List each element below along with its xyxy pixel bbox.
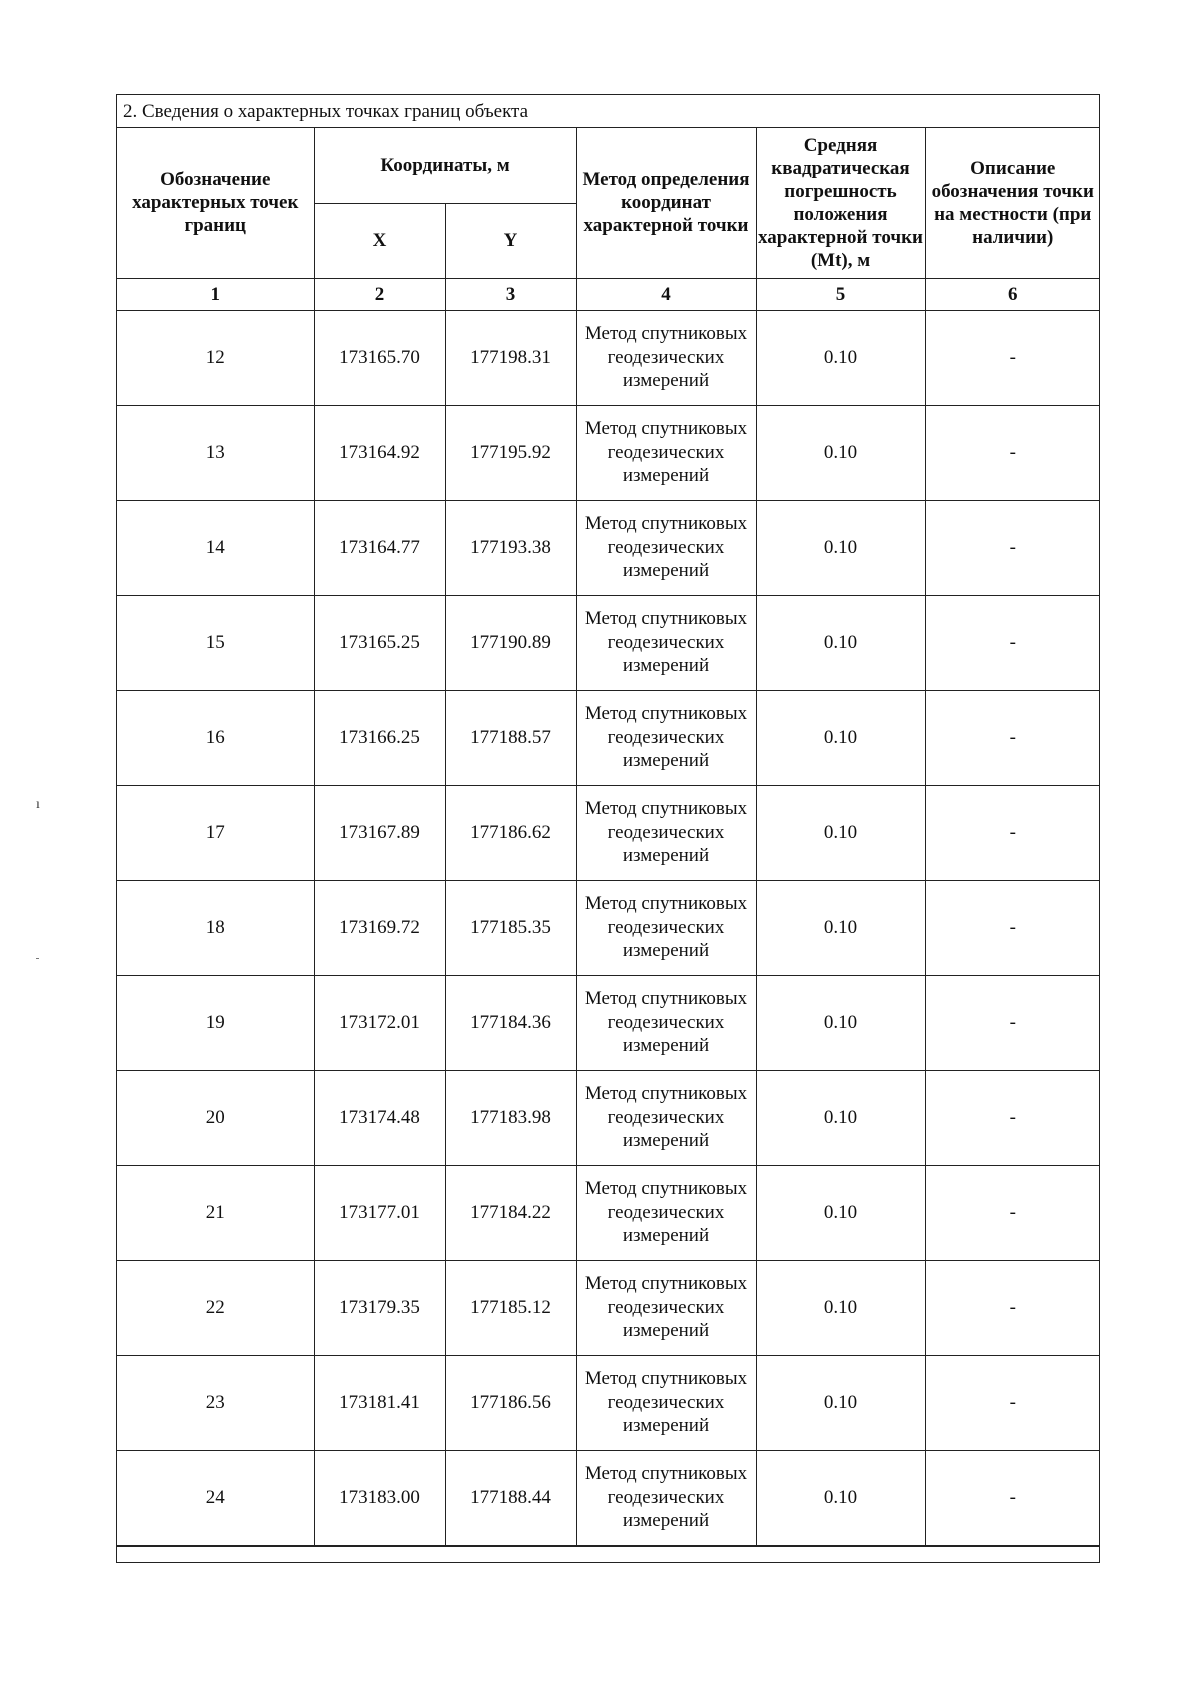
cell-mean-error: 0.10 [756,1355,925,1450]
cell-x: 173165.70 [314,310,445,405]
header-method: Метод определения координат характерной точки [576,128,756,278]
table-row [117,975,1100,1070]
cell-method: Метод спутниковых геодезических измерений [576,310,756,405]
cell-description: - [925,1070,1100,1165]
column-number: 4 [576,278,756,310]
table-row [117,405,1100,500]
cell-x: 173167.89 [314,785,445,880]
cell-mean-error: 0.10 [756,1450,925,1545]
table-body [117,310,1100,1545]
cell-point: 22 [117,1260,314,1355]
cell-mean-error: 0.10 [756,880,925,975]
boundary-points-sheet [116,94,1100,1563]
column-number: 5 [756,278,925,310]
cell-y: 177188.57 [445,690,576,785]
header-description: Описание обозначения точки на местности (при наличии) [925,128,1100,278]
cell-y: 177184.22 [445,1165,576,1260]
table-footer-strip [117,1546,1099,1562]
cell-point: 18 [117,880,314,975]
table-row [117,1355,1100,1450]
cell-method: Метод спутниковых геодезических измерений [576,785,756,880]
cell-mean-error: 0.10 [756,500,925,595]
header-point-designation: Обозначение характерных точек границ [117,128,314,278]
cell-x: 173174.48 [314,1070,445,1165]
cell-method: Метод спутниковых геодезических измерений [576,1070,756,1165]
cell-mean-error: 0.10 [756,595,925,690]
table-row [117,1260,1100,1355]
boundary-points-table [117,128,1100,1546]
cell-y: 177186.56 [445,1355,576,1450]
table-row [117,1450,1100,1545]
cell-point: 24 [117,1450,314,1545]
cell-description: - [925,310,1100,405]
cell-x: 173177.01 [314,1165,445,1260]
cell-mean-error: 0.10 [756,405,925,500]
scan-artifact-mark: ı [36,797,40,812]
cell-y: 177195.92 [445,405,576,500]
column-number: 2 [314,278,445,310]
cell-x: 173165.25 [314,595,445,690]
cell-y: 177184.36 [445,975,576,1070]
cell-mean-error: 0.10 [756,785,925,880]
cell-y: 177185.35 [445,880,576,975]
cell-point: 20 [117,1070,314,1165]
table-row [117,785,1100,880]
table-row [117,880,1100,975]
cell-x: 173172.01 [314,975,445,1070]
header-y: Y [445,203,576,278]
cell-x: 173183.00 [314,1450,445,1545]
cell-method: Метод спутниковых геодезических измерений [576,1260,756,1355]
cell-method: Метод спутниковых геодезических измерений [576,595,756,690]
cell-method: Метод спутниковых геодезических измерений [576,405,756,500]
column-number: 6 [925,278,1100,310]
cell-y: 177190.89 [445,595,576,690]
cell-point: 19 [117,975,314,1070]
cell-y: 177193.38 [445,500,576,595]
cell-description: - [925,785,1100,880]
cell-method: Метод спутниковых геодезических измерений [576,1450,756,1545]
cell-x: 173166.25 [314,690,445,785]
table-row [117,1070,1100,1165]
cell-point: 16 [117,690,314,785]
cell-description: - [925,1260,1100,1355]
cell-mean-error: 0.10 [756,1260,925,1355]
scan-artifact-dot [36,958,39,959]
cell-description: - [925,595,1100,690]
header-row [117,128,1100,203]
cell-description: - [925,880,1100,975]
cell-method: Метод спутниковых геодезических измерений [576,880,756,975]
cell-point: 13 [117,405,314,500]
cell-x: 173169.72 [314,880,445,975]
cell-method: Метод спутниковых геодезических измерений [576,1165,756,1260]
cell-point: 17 [117,785,314,880]
cell-description: - [925,500,1100,595]
cell-description: - [925,405,1100,500]
cell-method: Метод спутниковых геодезических измерений [576,500,756,595]
cell-mean-error: 0.10 [756,975,925,1070]
table-row [117,500,1100,595]
cell-description: - [925,1450,1100,1545]
cell-y: 177188.44 [445,1450,576,1545]
cell-description: - [925,975,1100,1070]
cell-y: 177185.12 [445,1260,576,1355]
header-coordinates: Координаты, м [314,128,576,203]
cell-y: 177186.62 [445,785,576,880]
table-row [117,310,1100,405]
cell-point: 14 [117,500,314,595]
cell-x: 173164.92 [314,405,445,500]
cell-mean-error: 0.10 [756,1165,925,1260]
cell-point: 23 [117,1355,314,1450]
cell-method: Метод спутниковых геодезических измерений [576,1355,756,1450]
cell-x: 173164.77 [314,500,445,595]
cell-description: - [925,1165,1100,1260]
cell-mean-error: 0.10 [756,690,925,785]
cell-point: 15 [117,595,314,690]
cell-description: - [925,690,1100,785]
column-number: 3 [445,278,576,310]
cell-mean-error: 0.10 [756,310,925,405]
cell-x: 173179.35 [314,1260,445,1355]
column-number-row [117,278,1100,310]
section-title: 2. Сведения о характерных точках границ объекта [117,95,1099,128]
cell-mean-error: 0.10 [756,1070,925,1165]
cell-y: 177183.98 [445,1070,576,1165]
cell-x: 173181.41 [314,1355,445,1450]
cell-description: - [925,1355,1100,1450]
cell-point: 21 [117,1165,314,1260]
cell-method: Метод спутниковых геодезических измерений [576,690,756,785]
table-row [117,1165,1100,1260]
header-x: X [314,203,445,278]
table-row [117,595,1100,690]
header-mean-error: Средняя квадратическая погрешность положения характерной точки (Mt), м [756,128,925,278]
cell-point: 12 [117,310,314,405]
table-row [117,690,1100,785]
column-number: 1 [117,278,314,310]
cell-y: 177198.31 [445,310,576,405]
cell-method: Метод спутниковых геодезических измерений [576,975,756,1070]
